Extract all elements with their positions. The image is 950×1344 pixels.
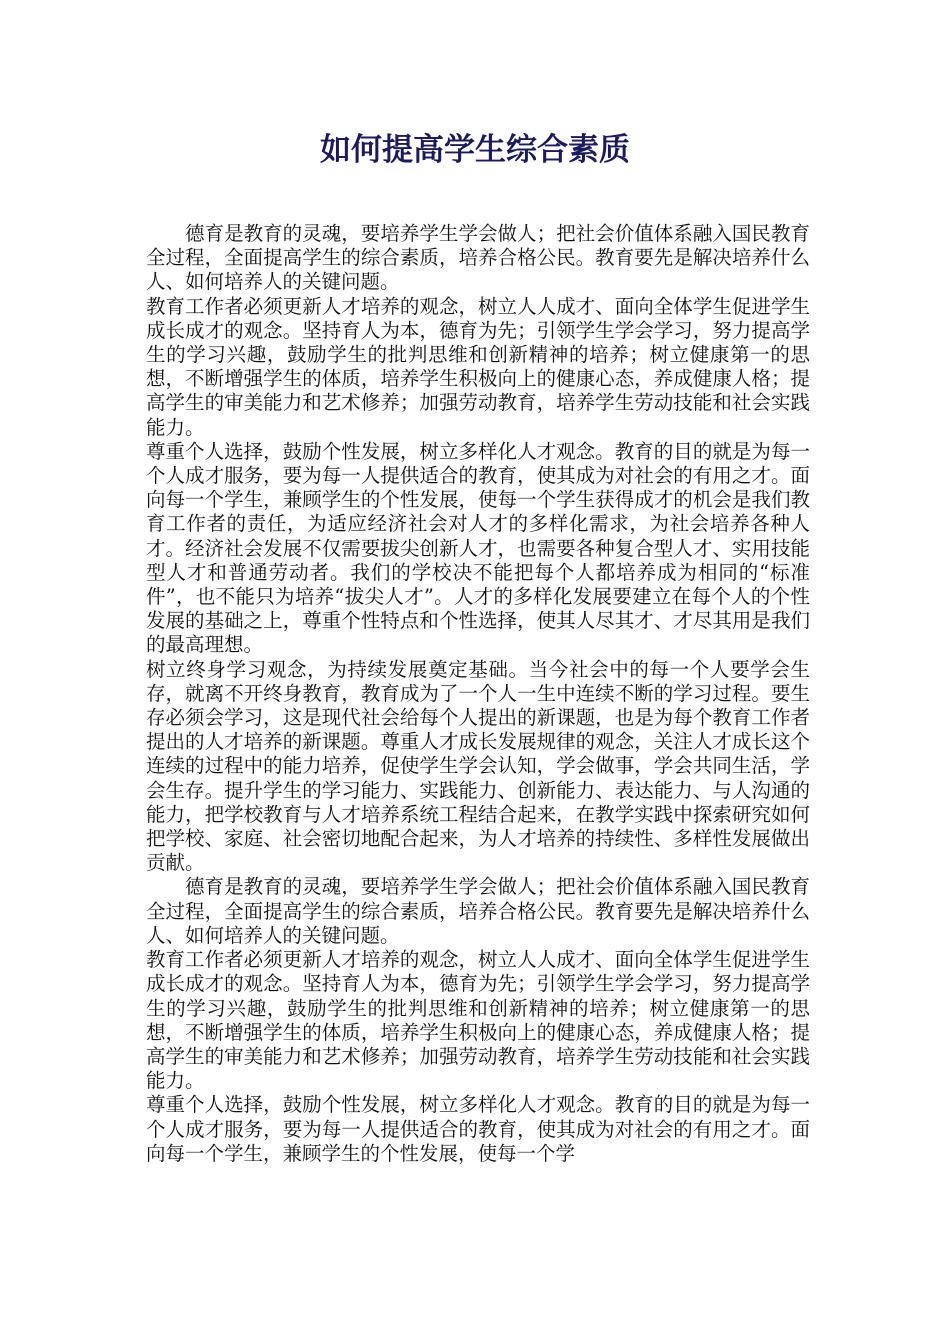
paragraph-lifelong-learning: 树立终身学习观念，为持续发展奠定基础。当今社会中的每一个人要学会生存，就离不开终身教育，教育成为了一个人一生中连续不断的学习过程。要生存必须会学习，这是现代社会给每个人提出的新课题，也是为每个教育工作者提出的人才培养的新课题。尊重人才成长发展规律的观念，关注人才成长这个连续的过程中的能力培养，促使学生学会认知，学会做事，学会共同生活，学会生存。提升学生的学习能力、实践能力、创新能力、表达能力、与人沟通的能力，把学校教育与人才培养系统工程结合起来，在教学实践中探索研究如何把学校、家庭、社会密切地配合起来，为人才培养的持续性、多样性发展做出贡献。 [146,657,810,875]
paragraph-moral-education: 德育是教育的灵魂，要培养学生学会做人；把社会价值体系融入国民教育全过程，全面提高学生的综合素质，培养合格公民。教育要先是解决培养什么人、如何培养人的关键问题。 [146,222,810,294]
paragraph-respect-choice: 尊重个人选择，鼓励个性发展，树立多样化人才观念。教育的目的就是为每一个人成才服务，要为每一人提供适合的教育，使其成为对社会的有用之才。面向每一个学生，兼顾学生的个性发展，使每一个学生获得成才的机会是我们教育工作者的责任，为适应经济社会对人才的多样化需求，为社会培养各种人才。经济社会发展不仅需要拔尖创新人才，也需要各种复合型人才、实用技能型人才和普通劳动者。我们的学校决不能把每个人都培养成为相同的“标准件”，也不能只为培养“拔尖人才”。人才的多样化发展要建立在每个人的个性发展的基础之上，尊重个性特点和个性选择，使其人尽其才、才尽其用是我们的最高理想。 [146,439,810,657]
paragraph-respect-choice-partial: 尊重个人选择，鼓励个性发展，树立多样化人才观念。教育的目的就是为每一个人成才服务，要为每一人提供适合的教育，使其成为对社会的有用之才。面向每一个学生，兼顾学生的个性发展，使每一个学 [146,1093,810,1165]
paragraph-update-concepts: 教育工作者必须更新人才培养的观念，树立人人成才、面向全体学生促进学生成长成才的观念。坚持育人为本，德育为先；引领学生学会学习，努力提高学生的学习兴趣，鼓励学生的批判思维和创新精神的培养；树立健康第一的思想，不断增强学生的体质，培养学生积极向上的健康心态，养成健康人格；提高学生的审美能力和艺术修养；加强劳动教育，培养学生劳动技能和社会实践能力。 [146,294,810,439]
document-body [146,222,810,1166]
paragraph-update-concepts-repeat: 教育工作者必须更新人才培养的观念，树立人人成才、面向全体学生促进学生成长成才的观念。坚持育人为本，德育为先；引领学生学会学习，努力提高学生的学习兴趣，鼓励学生的批判思维和创新精神的培养；树立健康第一的思想，不断增强学生的体质，培养学生积极向上的健康心态，养成健康人格；提高学生的审美能力和艺术修养；加强劳动教育，培养学生劳动技能和社会实践能力。 [146,948,810,1093]
document-title: 如何提高学生综合素质 [320,132,630,168]
paragraph-moral-education-repeat: 德育是教育的灵魂，要培养学生学会做人；把社会价值体系融入国民教育全过程，全面提高学生的综合素质，培养合格公民。教育要先是解决培养什么人、如何培养人的关键问题。 [146,875,810,947]
